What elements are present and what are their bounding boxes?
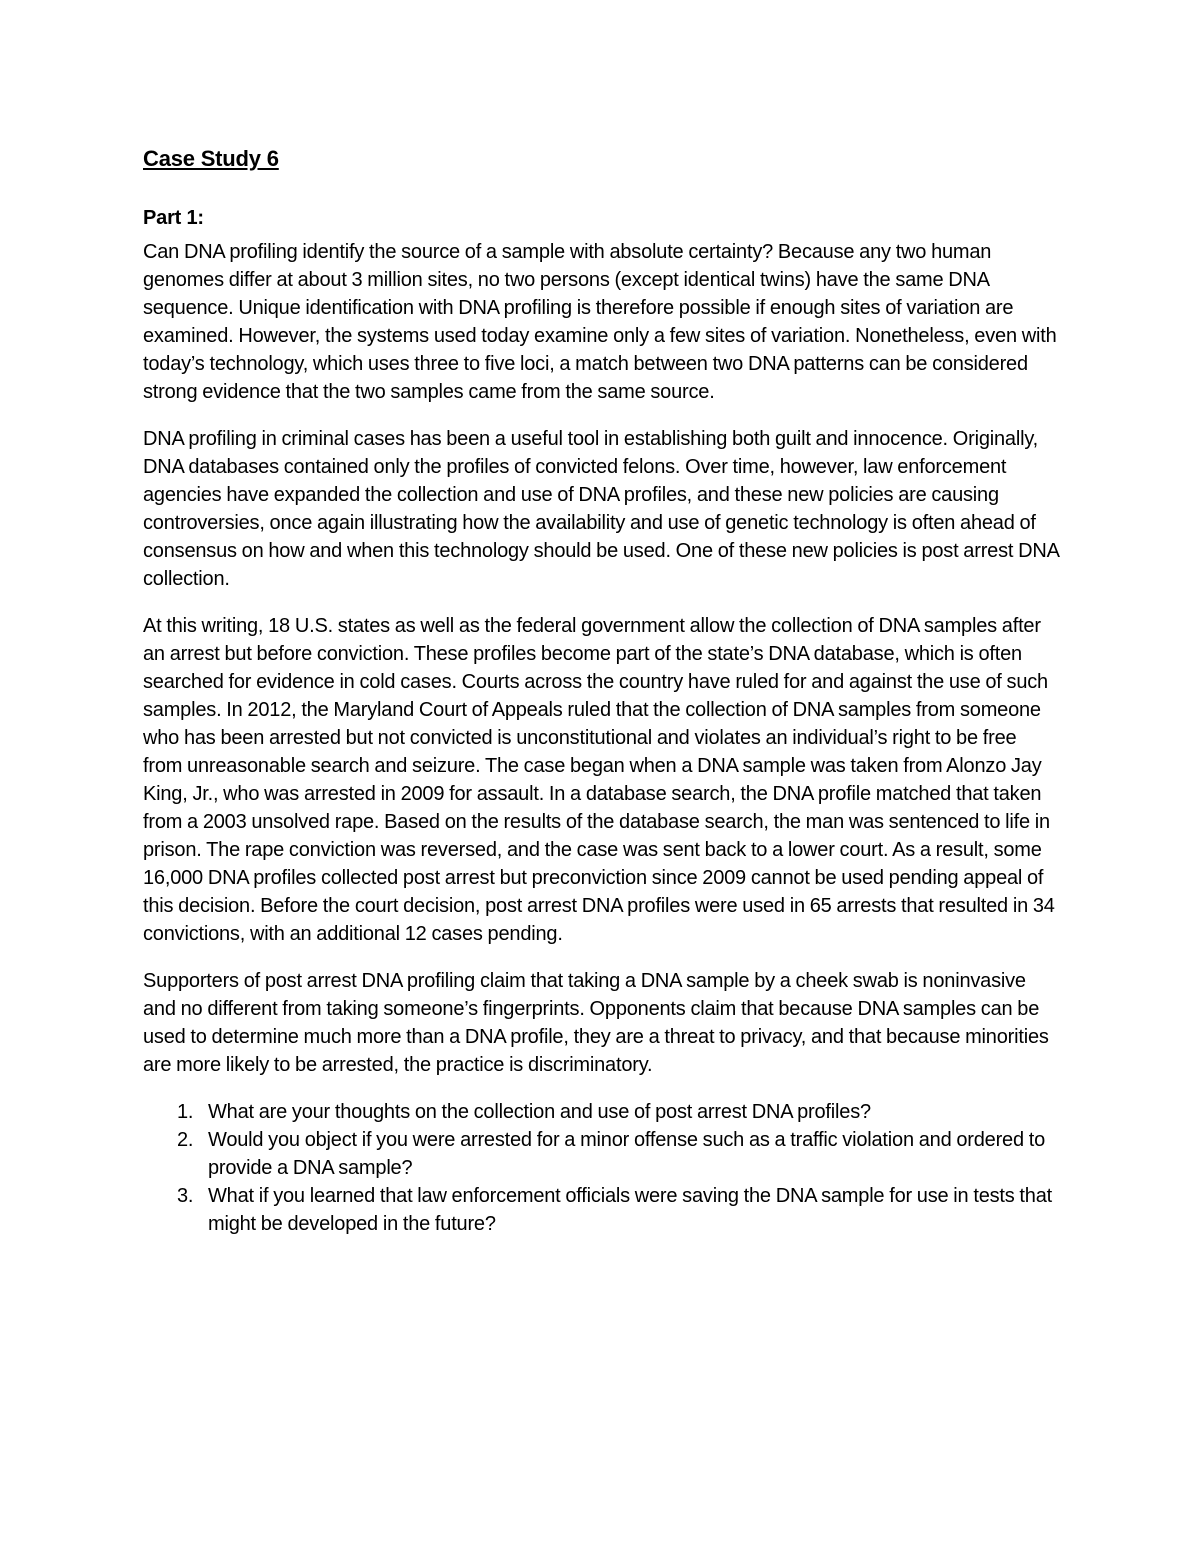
question-item-1: [143, 1098, 1059, 1126]
question-3-number: 3.: [177, 1185, 194, 1207]
document-title: Case Study 6: [143, 146, 279, 171]
section-heading-part-1: Part 1:: [143, 207, 204, 229]
question-2-text: Would you object if you were arrested for a minor offense such as a traffic violation and ordered to provide a DNA sample?: [208, 1129, 1046, 1179]
question-item-2: [143, 1126, 1059, 1182]
paragraph-dna-certainty: Can DNA profiling identify the source of a sample with absolute certainty? Because any two human genomes differ at about 3 million sites, no two persons (except identical twins) have the same DNA sequence. Unique identification with DNA profiling is therefore possible if enough sites of variation are examined. However, the systems used today examine only a few sites of variation. Nonetheless, even with today’s technology, which uses three to five loci, a match between two DNA patterns can be considered strong evidence that the two samples came from the same source.: [143, 241, 1057, 403]
question-3-text: What if you learned that law enforcement officials were saving the DNA sample for use in tests that might be developed in the future?: [208, 1185, 1052, 1235]
paragraph-post-arrest-collection: At this writing, 18 U.S. states as well as the federal government allow the collection of DNA samples after an arrest but before conviction. These profiles become part of the state’s DNA database, which is often searched for evidence in cold cases. Courts across the country have ruled for and against the use of such samples. In 2012, the Maryland Court of Appeals ruled that the collection of DNA samples from someone who has been arrested but not convicted is unconstitutional and violates an individual’s right to be free from unreasonable search and seizure. The case began when a DNA sample was taken from Alonzo Jay King, Jr., who was arrested in 2009 for assault. In a database search, the DNA profile matched that taken from a 2003 unsolved rape. Based on the results of the database search, the man was sentenced to life in prison. The rape conviction was reversed, and the case was sent back to a lower court. As a result, some 16,000 DNA profiles collected post arrest but preconviction since 2009 cannot be used pending appeal of this decision. Before the court decision, post arrest DNA profiles were used in 65 arrests that resulted in 34 convictions, with an additional 12 cases pending.: [143, 615, 1055, 945]
question-2-number: 2.: [177, 1129, 194, 1151]
questions-list: [143, 1098, 1059, 1238]
paragraph-criminal-cases: DNA profiling in criminal cases has been a useful tool in establishing both guilt and innocence. Originally, DNA databases contained only the profiles of convicted felons. Over time, however, law enforcement agencies have expanded the collection and use of DNA profiles, and these new policies are causing controversies, once again illustrating how the availability and use of genetic technology is often ahead of consensus on how and when this technology should be used. One of these new policies is post arrest DNA collection.: [143, 428, 1059, 590]
question-1-text: What are your thoughts on the collection and use of post arrest DNA profiles?: [208, 1101, 871, 1123]
question-1-number: 1.: [177, 1101, 194, 1123]
paragraph-supporters-opponents: Supporters of post arrest DNA profiling claim that taking a DNA sample by a cheek swab is noninvasive and no different from taking someone’s fingerprints. Opponents claim that because DNA samples can be used to determine much more than a DNA profile, they are a threat to privacy, and that because minorities are more likely to be arrested, the practice is discriminatory.: [143, 970, 1049, 1076]
question-item-3: [143, 1182, 1059, 1238]
